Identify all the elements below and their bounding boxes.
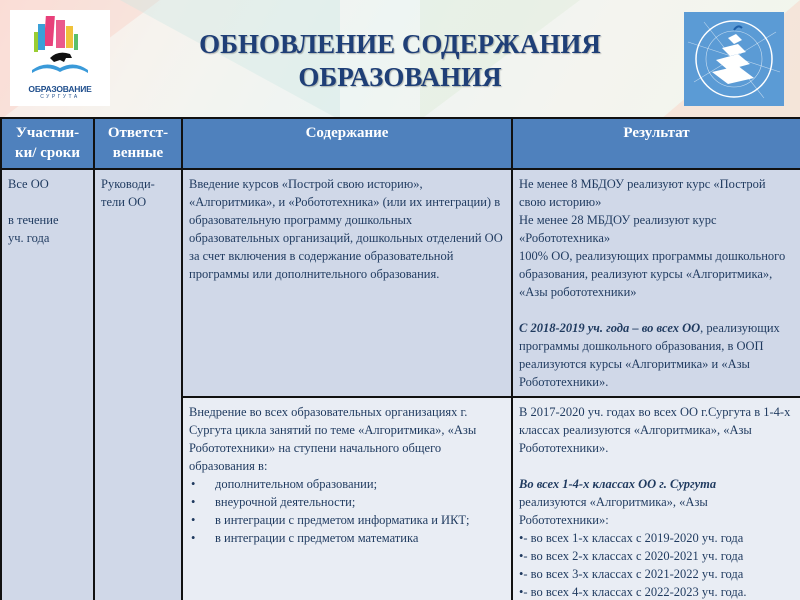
list-item: • в интеграции с предметом информатика и ИКТ; xyxy=(189,511,505,529)
content-cell xyxy=(182,397,512,600)
content-cell xyxy=(182,169,512,397)
participants-when-1: в течение xyxy=(8,213,59,227)
table-row xyxy=(1,169,800,397)
result-emphasis: Во всех 1-4-х классах ОО г. Сургута xyxy=(519,477,717,491)
list-item: • в интеграции с предметом математика xyxy=(189,529,505,547)
content-text: Внедрение во всех образовательных организациях г. Сургута цикла занятий по теме «Алгоритмика», «Азы Робототехники» на ступени начального общего образования в: xyxy=(189,405,477,473)
books-and-fox-logo-icon xyxy=(30,14,90,78)
list-item: •- во всех 4-х классах с 2022-2023 уч. года. xyxy=(519,585,747,599)
result-paragraph: Не менее 8 МБДОУ реализуют курс «Построй свою историю» xyxy=(519,177,766,209)
participants-when-2: уч. года xyxy=(8,231,50,245)
list-item: •- во всех 1-х классах с 2019-2020 уч. года xyxy=(519,531,744,545)
result-cell xyxy=(512,397,800,600)
list-item: •- во всех 2-х классах с 2020-2021 уч. года xyxy=(519,549,744,563)
participants-cell xyxy=(1,169,94,600)
title-line-2: ОБРАЗОВАНИЯ xyxy=(298,62,502,92)
methodical-center-logo xyxy=(684,12,784,106)
result-emphasis: С 2018-2019 уч. года – во всех ОО xyxy=(519,321,701,335)
result-paragraph: Не менее 28 МБДОУ реализуют курс «Робототехника» xyxy=(519,213,717,245)
slide-header xyxy=(0,0,800,118)
column-header-participants: Участни- ки/ сроки xyxy=(1,118,94,169)
table-header-row xyxy=(1,118,800,169)
plan-table xyxy=(0,117,800,600)
list-item: • дополнительном образовании; xyxy=(189,475,505,493)
responsible-line-2: тели ОО xyxy=(101,195,147,209)
result-emphasis-paragraph xyxy=(519,319,794,391)
title-line-1: ОБНОВЛЕНИЕ СОДЕРЖАНИЯ xyxy=(199,29,601,59)
logo-left-subtitle: СУРГУТА xyxy=(40,94,80,100)
result-paragraph: В 2017-2020 уч. годах во всех ОО г.Сургута в 1-4-х классах реализуются «Алгоритмика», «Азы Робототехники». xyxy=(519,405,791,455)
column-header-responsible: Ответст- венные xyxy=(94,118,182,169)
result-cell xyxy=(512,169,800,397)
responsible-cell xyxy=(94,169,182,600)
participants-who: Все ОО xyxy=(8,177,49,191)
column-header-result: Результат xyxy=(512,118,800,169)
page-title xyxy=(120,28,680,94)
result-emphasis-rest: , реализующих программы дошкольного образования, в ООП реализуются курсы «Алгоритмика» и «Азы Робототехники». xyxy=(519,321,780,389)
content-bullet-list xyxy=(189,475,505,547)
column-header-content: Содержание xyxy=(182,118,512,169)
responsible-line-1: Руководи- xyxy=(101,177,155,191)
list-item: • внеурочной деятельности; xyxy=(189,493,505,511)
result-schedule-list xyxy=(519,529,794,600)
result-paragraph: 100% ОО, реализующих программы дошкольного образования, реализуют курсы «Алгоритмика», «Азы робототехники» xyxy=(519,249,786,299)
content-text: Введение курсов «Построй свою историю», «Алгоритмика», и «Робототехника» (или их интеграции) в образовательную программу дошкольных образовательных организаций, дошкольных отделений ОО за счет включения в содержание образовательной программы или дополнительного образования. xyxy=(189,177,503,281)
list-item: •- во всех 3-х классах с 2021-2022 уч. года xyxy=(519,567,744,581)
logo-left-name: ОБРАЗОВАНИЕ xyxy=(28,84,92,94)
result-emphasis-rest: реализуются «Алгоритмика», «Азы Робототехники»: xyxy=(519,495,708,527)
book-stack-emblem-icon xyxy=(684,12,784,106)
education-surgut-logo xyxy=(10,10,110,106)
